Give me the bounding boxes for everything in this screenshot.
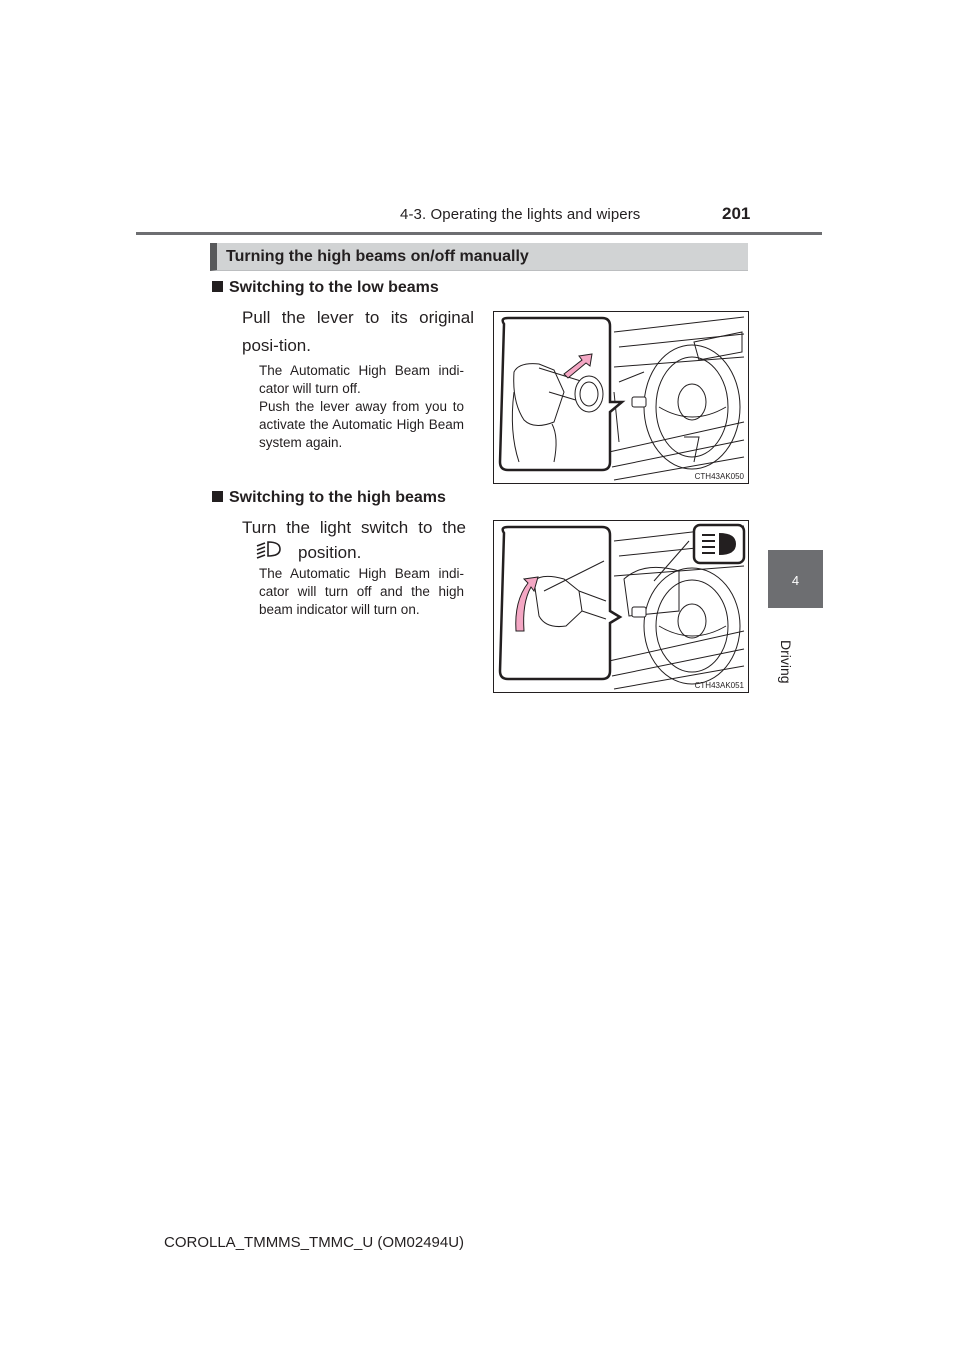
high-beams-illustration	[493, 520, 749, 693]
low-beams-instruction: Pull the lever to its original posi-tion.	[242, 308, 474, 355]
header-rule	[136, 232, 822, 235]
high-beams-instruction-end: position.	[298, 543, 362, 562]
section-title: 4-3. Operating the lights and wipers	[400, 206, 641, 223]
section-heading: Turning the high beams on/off manually	[226, 248, 529, 265]
high-beams-note: The Automatic High Beam indi-cator will turn off and the high beam indicator will turn on.	[259, 566, 464, 617]
document-code: COROLLA_TMMMS_TMMC_U (OM02494U)	[164, 1234, 465, 1251]
high-beams-subheading	[212, 489, 446, 507]
page-number: 201	[722, 204, 751, 223]
figure-code: CTH43AK051	[694, 681, 744, 690]
chapter-number: 4	[791, 573, 800, 588]
square-bullet-icon	[212, 491, 223, 502]
lever-pull-drawing	[494, 312, 749, 484]
low-beams-note-1: The Automatic High Beam indi-cator will turn off.	[259, 363, 464, 396]
low-beam-headlight-icon	[254, 539, 284, 559]
low-beams-note-2: Push the lever away from you to activate the Automatic High Beam system again.	[259, 399, 464, 450]
figure-code: CTH43AK050	[694, 472, 744, 481]
square-bullet-icon	[212, 281, 223, 292]
chapter-label: Driving	[778, 640, 794, 684]
high-beams-title: Switching to the high beams	[229, 489, 446, 506]
high-beams-instruction: Turn the light switch to the	[242, 518, 466, 537]
low-beams-illustration	[493, 311, 749, 484]
low-beams-title: Switching to the low beams	[229, 279, 439, 296]
low-beams-subheading	[212, 279, 439, 297]
lever-push-drawing	[494, 521, 749, 693]
